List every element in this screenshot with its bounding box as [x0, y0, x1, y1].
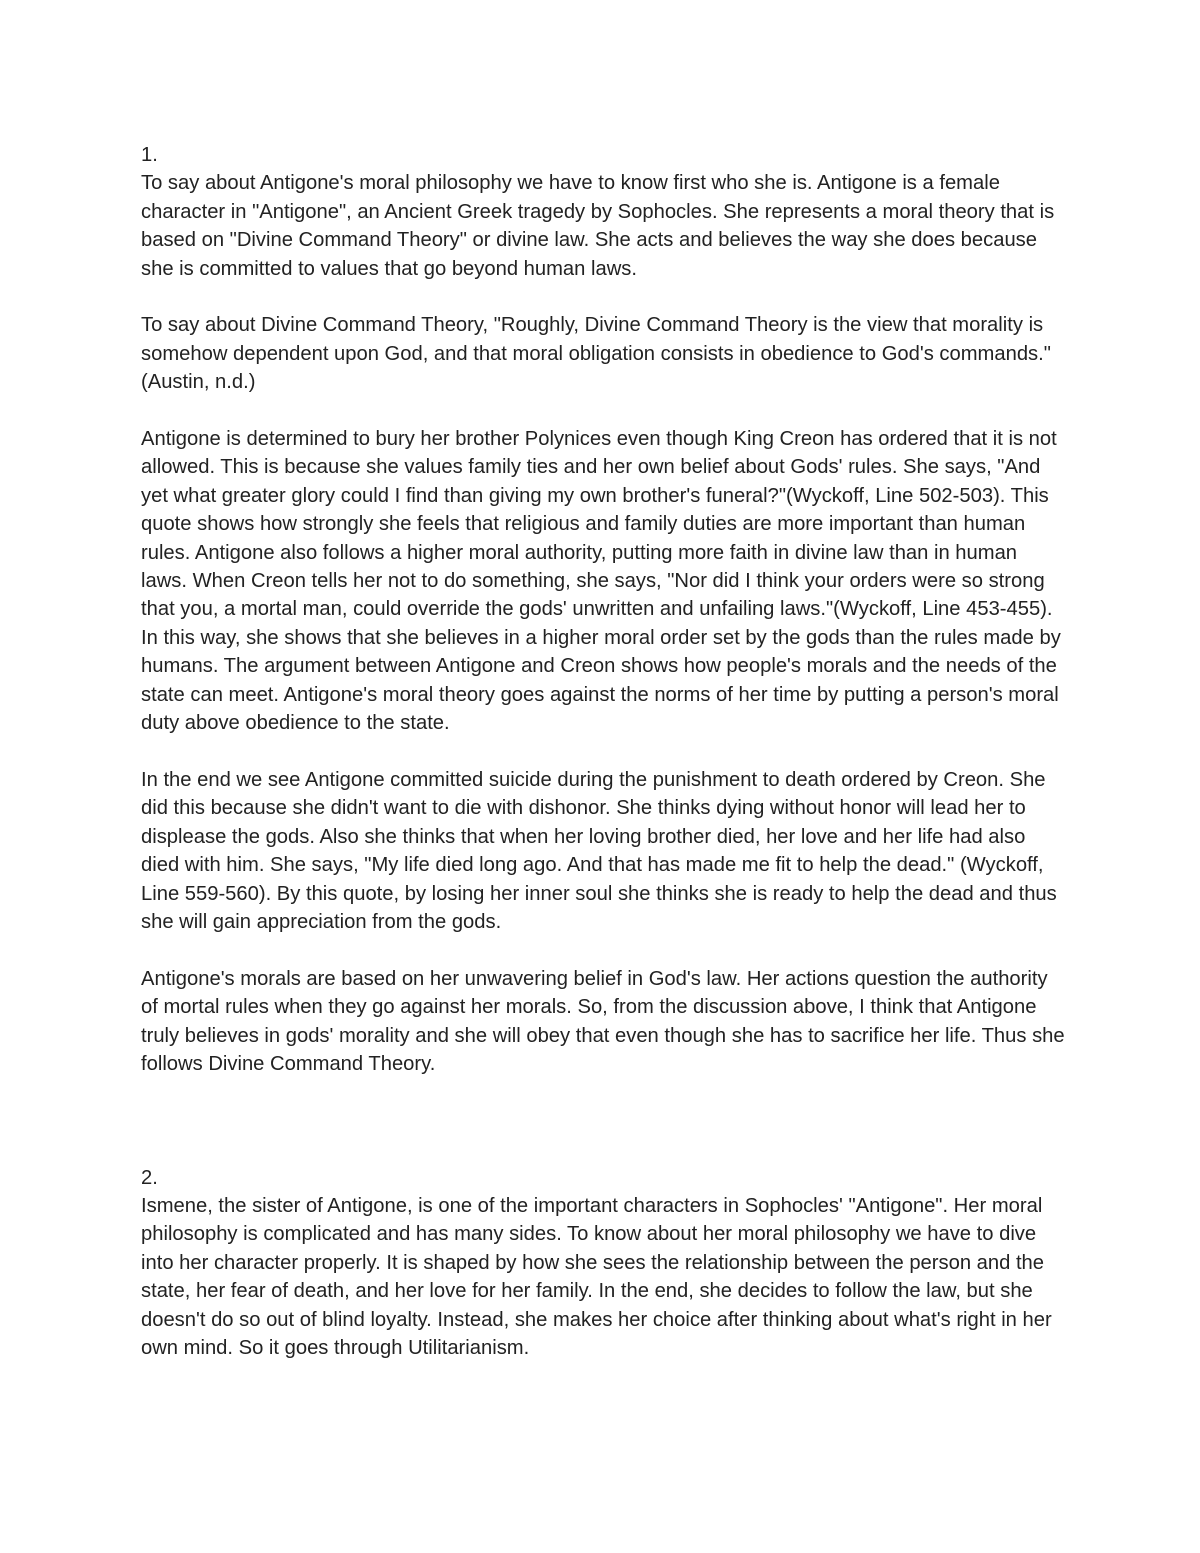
paragraph: Antigone's morals are based on her unwavering belief in God's law. Her actions question the authority of mortal rules when they go against her morals. So, from the discussion above, I think that Antigone truly believes in gods' morality and she will obey that even though she has to sacrifice her life. Thus she follows Divine Command Theory.: [141, 967, 1065, 1075]
document-page: [141, 141, 1066, 1391]
section-2: [141, 1164, 1066, 1363]
paragraph: In the end we see Antigone committed suicide during the punishment to death ordered by Creon. She did this because she didn't want to die with dishonor. She thinks dying without honor will lead her to displease the gods. Also she thinks that when her loving brother died, her love and her life had also died with him. She says, "My life died long ago. And that has made me fit to help the dead." (Wyckoff, Line 559-560). By this quote, by losing her inner soul she thinks she is ready to help the dead and thus she will gain appreciation from the gods.: [141, 768, 1057, 933]
paragraph: Ismene, the sister of Antigone, is one of the important characters in Sophocles' "Antigone". Her moral philosophy is complicated and has many sides. To know about her moral philosophy we have to dive into her character properly. It is shaped by how she sees the relationship between the person and the state, her fear of death, and her love for her family. In the end, she decides to follow the law, but she doesn't do so out of blind loyalty. Instead, she makes her choice after thinking about what's right in her own mind. So it goes through Utilitarianism.: [141, 1194, 1052, 1359]
section-1: [141, 141, 1066, 1078]
section-spacer: [141, 1107, 1066, 1164]
section-number: 2.: [141, 1166, 158, 1189]
paragraph: To say about Antigone's moral philosophy we have to know first who she is. Antigone is a female character in "Antigone", an Ancient Greek tragedy by Sophocles. She represents a moral theory that is based on "Divine Command Theory" or divine law. She acts and believes the way she does because she is committed to values that go beyond human laws.: [141, 172, 1055, 280]
paragraph: Antigone is determined to bury her brother Polynices even though King Creon has ordered that it is not allowed. This is because she values family ties and her own belief about Gods' rules. She says, "And yet what greater glory could I find than giving my own brother's funeral?"(Wyckoff, Line 502-503). This quote shows how strongly she feels that religious and family duties are more important than human rules. Antigone also follows a higher moral authority, putting more faith in divine law than in human laws. When Creon tells her not to do something, she says, "Nor did I think your orders were so strong that you, a mortal man, could override the gods' unwritten and unfailing laws."(Wyckoff, Line 453-455). In this way, she shows that she believes in a higher moral order set by the gods than the rules made by humans. The argument between Antigone and Creon shows how people's morals and the needs of the state can meet. Antigone's moral theory goes against the norms of her time by putting a person's moral duty above obedience to the state.: [141, 428, 1061, 735]
section-number: 1.: [141, 144, 158, 166]
paragraph: To say about Divine Command Theory, "Roughly, Divine Command Theory is the view that morality is somehow dependent upon God, and that moral obligation consists in obedience to God's commands."(Austin, n.d.): [141, 314, 1051, 394]
